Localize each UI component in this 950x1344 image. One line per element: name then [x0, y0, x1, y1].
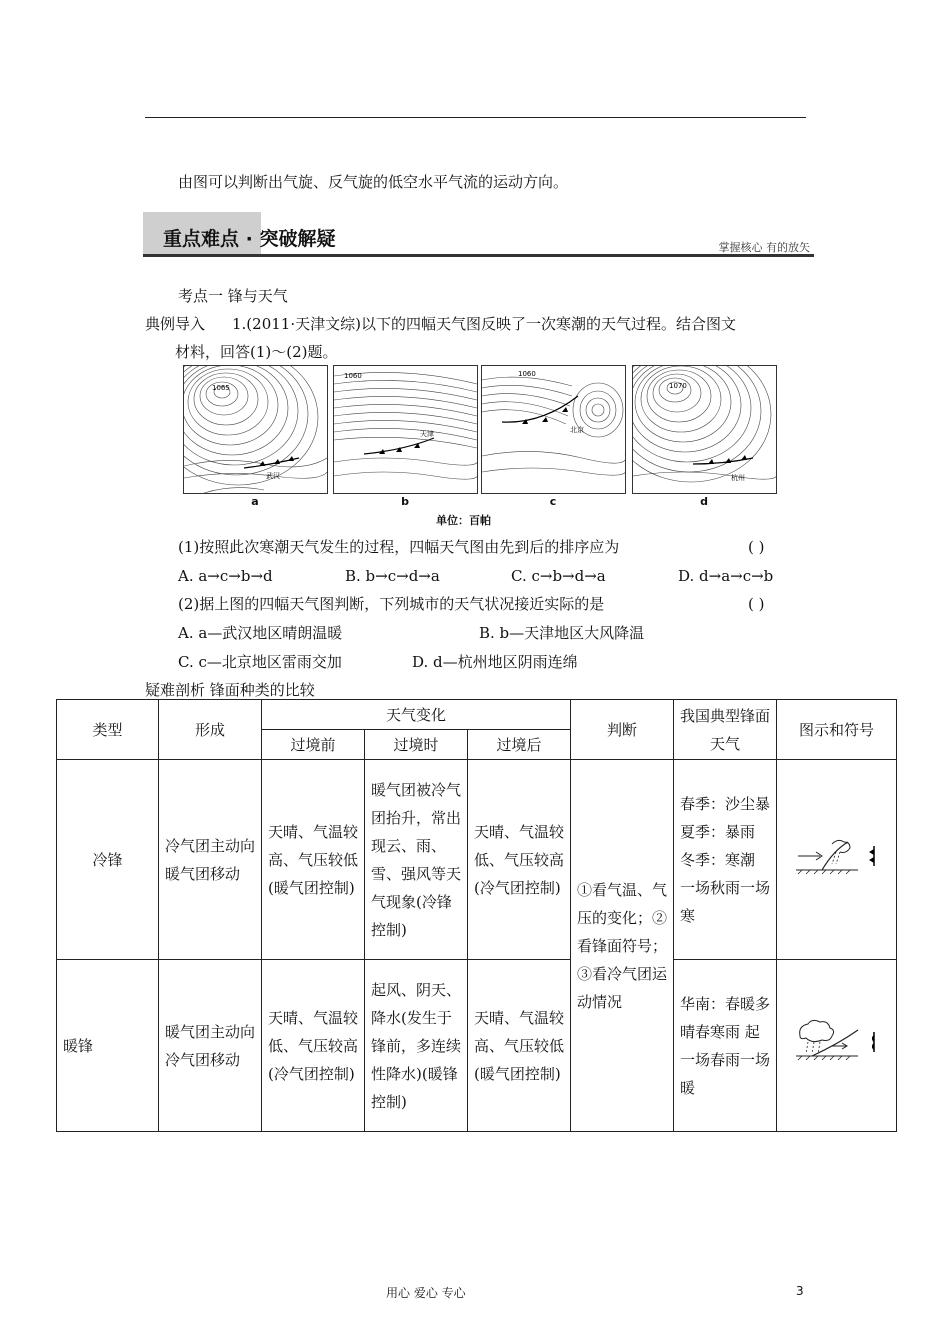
question-1-option-b: B. b→c→d→a — [345, 567, 440, 585]
weather-map-b — [333, 365, 478, 494]
example-line-2: 材料，回答(1)～(2)题。 — [175, 343, 338, 361]
row-cold-before: 天晴、气温较高、气压较低(暖气团控制) — [262, 760, 365, 960]
question-2-blank: ( ) — [748, 595, 765, 613]
cold-front-diagram — [777, 760, 897, 960]
header-formation: 形成 — [159, 700, 262, 760]
map-a-city: 武汉 — [266, 472, 280, 480]
map-c-isobar-label: 1060 — [518, 370, 536, 378]
row-warm-formation: 暖气团主动向冷气团移动 — [159, 960, 262, 1132]
map-label-b: b — [401, 495, 409, 508]
weather-map-a — [183, 365, 328, 494]
question-1-option-c: C. c→b→d→a — [511, 567, 606, 585]
header-during: 过境时 — [365, 730, 468, 760]
question-1-option-a: A. a→c→b→d — [178, 567, 273, 585]
map-c-city: 北京 — [570, 426, 584, 434]
row-cold-typical: 春季：沙尘暴 夏季：暴雨 冬季：寒潮 一场秋雨一场寒 — [674, 760, 777, 960]
map-b-city: 天津 — [420, 430, 434, 438]
row-warm-after: 天晴、气温较高、气压较低(暖气团控制) — [468, 960, 571, 1132]
weather-map-d — [632, 365, 777, 494]
row-warm-during: 起风、阴天、降水(发生于锋前，多连续性降水)(暖锋控制) — [365, 960, 468, 1132]
question-2-option-a: A. a—武汉地区晴朗温暖 — [178, 624, 343, 642]
header-judge: 判断 — [571, 700, 674, 760]
header-weather-change: 天气变化 — [262, 700, 571, 730]
question-2-option-d: D. d—杭州地区阴雨连绵 — [412, 653, 578, 671]
example-prefix: 典例导入 — [145, 315, 206, 333]
warm-front-symbol-icon — [792, 1016, 882, 1066]
header-after: 过境后 — [468, 730, 571, 760]
front-comparison-table — [56, 699, 897, 1132]
row-cold-type: 冷锋 — [57, 760, 159, 960]
row-warm-typical: 华南：春暖多晴春寒雨 起一场春雨一场暖 — [674, 960, 777, 1132]
warm-front-diagram — [777, 960, 897, 1132]
map-d-isobar-label: 1070 — [669, 382, 687, 390]
page-footer: 用心 爱心 专心 — [386, 1286, 466, 1300]
map-c-drawing — [482, 366, 625, 493]
map-unit: 单位：百帕 — [436, 514, 491, 527]
page-number: 3 — [796, 1284, 804, 1298]
intro-line: 由图可以判断出气旋、反气旋的低空水平气流的运动方向。 — [178, 173, 569, 191]
row-cold-after: 天晴、气温较低、气压较高(冷气团控制) — [468, 760, 571, 960]
cold-front-symbol-icon — [792, 830, 882, 880]
analysis-heading: 疑难剖析 锋面种类的比较 — [145, 681, 315, 699]
map-b-drawing — [334, 366, 477, 493]
row-cold-during: 暖气团被冷气团抬升，常出现云、雨、雪、强风等天气现象(冷锋控制) — [365, 760, 468, 960]
question-1-stem: (1)按照此次寒潮天气发生的过程，四幅天气图由先到后的排序应为 — [178, 538, 620, 556]
judge-cell: ①看气温、气压的变化；②看锋面符号；③看冷气团运动情况 — [571, 760, 674, 1132]
weather-map-c — [481, 365, 626, 494]
map-label-a: a — [251, 495, 259, 508]
map-a-drawing — [184, 366, 327, 493]
map-label-c: c — [549, 495, 557, 508]
row-warm-type: 暖锋 — [57, 960, 159, 1132]
section-banner — [143, 212, 814, 256]
banner-title: 重点难点 · 突破解疑 — [163, 228, 336, 250]
header-before: 过境前 — [262, 730, 365, 760]
question-1-option-d: D. d→a→c→b — [678, 567, 774, 585]
map-a-isobar-label: 1065 — [212, 384, 230, 392]
header-typical: 我国典型锋面天气 — [674, 700, 777, 760]
example-line-1: 1.(2011·天津文综)以下的四幅天气图反映了一次寒潮的天气过程。结合图文 — [232, 315, 736, 333]
table-row — [57, 960, 897, 1132]
header-diagram: 图示和符号 — [777, 700, 897, 760]
header-type: 类型 — [57, 700, 159, 760]
map-d-city: 杭州 — [731, 474, 745, 482]
question-2-option-c: C. c—北京地区雷雨交加 — [178, 653, 342, 671]
banner-subtitle: 掌握核心 有的放矢 — [718, 241, 810, 254]
banner-underline — [143, 254, 814, 257]
question-1-blank: ( ) — [748, 538, 765, 556]
map-label-d: d — [700, 495, 708, 508]
map-b-isobar-label: 1060 — [344, 372, 362, 380]
row-warm-before: 天晴、气温较低、气压较高(冷气团控制) — [262, 960, 365, 1132]
header-rule — [145, 117, 806, 118]
section-heading: 考点一 锋与天气 — [178, 287, 288, 305]
question-2-stem: (2)据上图的四幅天气图判断，下列城市的天气状况接近实际的是 — [178, 595, 605, 613]
row-cold-formation: 冷气团主动向暖气团移动 — [159, 760, 262, 960]
table-row — [57, 760, 897, 960]
question-2-option-b: B. b—天津地区大风降温 — [479, 624, 645, 642]
map-d-drawing — [633, 366, 776, 493]
